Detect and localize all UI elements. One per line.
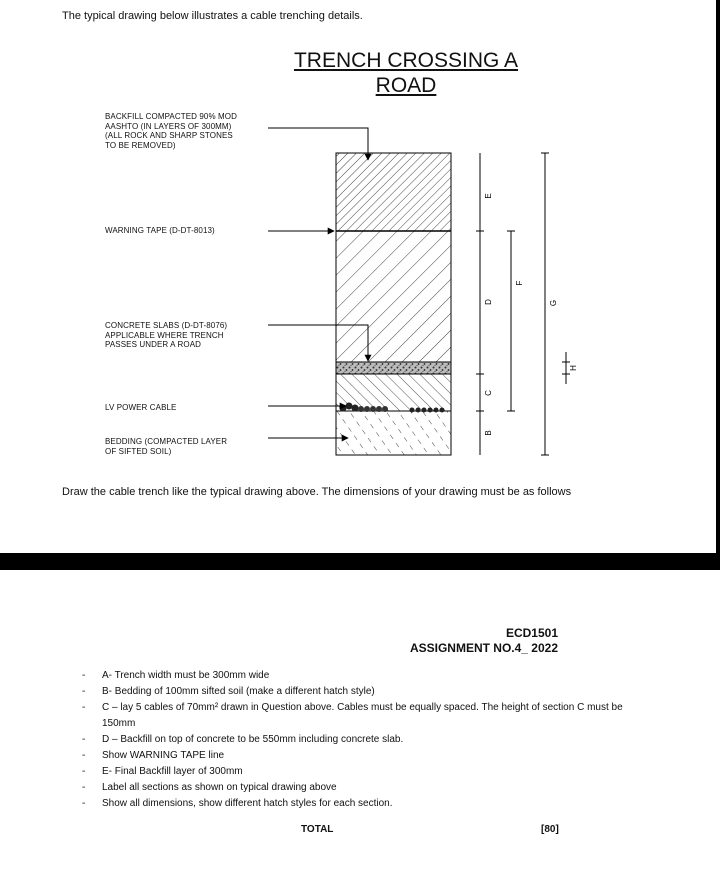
drawing-title-line-1: TRENCH CROSSING A xyxy=(293,49,519,72)
requirement-item: - C – lay 5 cables of 70mm² drawn in Question above. Cables must be equally spaced. The height of section C must be 150mm xyxy=(82,700,652,732)
requirement-item: - Show all dimensions, show different hatch styles for each section. xyxy=(82,796,652,812)
label-backfill: BACKFILL COMPACTED 90% MOD AASHTO (IN LAYERS OF 300MM) (ALL ROCK AND SHARP STONES TO BE REMOVED) xyxy=(105,112,237,150)
intro-text: The typical drawing below illustrates a cable trenching details. xyxy=(62,10,363,22)
concrete-slab xyxy=(336,362,451,374)
label-warning-tape: WARNING TAPE (D-DT-8013) xyxy=(105,226,215,235)
requirement-item: - Label all sections as shown on typical drawing above xyxy=(82,780,652,796)
dim-label-g: G xyxy=(549,299,558,307)
label-bedding: BEDDING (COMPACTED LAYER OF SIFTED SOIL) xyxy=(105,437,228,456)
label-concrete-slabs: CONCRETE SLABS (D-DT-8076) APPLICABLE WHERE TRENCH PASSES UNDER A ROAD xyxy=(105,321,228,349)
dim-label-b: B xyxy=(484,430,493,436)
dimension-labels xyxy=(484,193,578,435)
section-e-backfill xyxy=(336,153,451,231)
dim-label-c: C xyxy=(484,390,493,396)
dim-label-f: F xyxy=(515,280,524,286)
total-label: TOTAL xyxy=(301,824,334,835)
requirements-list xyxy=(82,668,652,812)
section-b-bedding xyxy=(336,411,451,455)
requirement-item: - D – Backfill on top of concrete to be 550mm including concrete slab. xyxy=(82,732,652,748)
requirement-item: - Show WARNING TAPE line xyxy=(82,748,652,764)
requirement-item: - E- Final Backfill layer of 300mm xyxy=(82,764,652,780)
label-lv-power-cable: LV POWER CABLE xyxy=(105,403,177,412)
drawing-title-line-2: ROAD xyxy=(375,74,437,97)
total-score: [80] xyxy=(541,824,559,835)
course-code: ECD1501 xyxy=(505,626,558,640)
instruction-text: Draw the cable trench like the typical drawing above. The dimensions of your drawing must be as follows xyxy=(62,486,572,498)
dim-label-e: E xyxy=(484,193,493,199)
dim-label-d: D xyxy=(484,299,493,305)
page-separator xyxy=(0,553,720,570)
section-d-backfill xyxy=(336,231,451,362)
dim-label-h: H xyxy=(569,365,578,371)
page-bottom xyxy=(0,570,720,877)
requirement-item: - A- Trench width must be 300mm wide xyxy=(82,668,652,684)
assignment-title: ASSIGNMENT NO.4_ 2022 xyxy=(409,641,558,655)
scan-edge xyxy=(716,0,720,553)
requirement-item: - B- Bedding of 100mm sifted soil (make a different hatch style) xyxy=(82,684,652,700)
